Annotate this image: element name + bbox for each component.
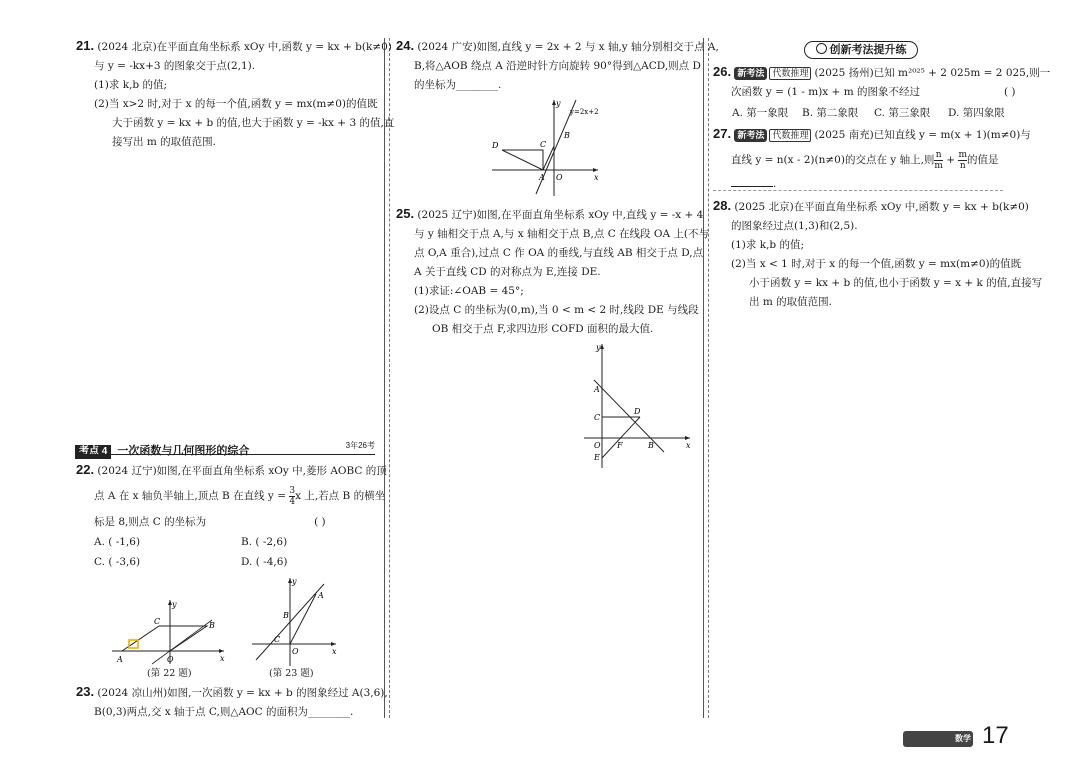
algebra-reasoning-tag: 代数推理	[769, 67, 811, 80]
question-number: 28.	[713, 198, 732, 213]
q26-choice-a: A. 第一象限	[732, 107, 789, 119]
algebra-reasoning-tag: 代数推理	[769, 129, 811, 142]
svg-text:F: F	[617, 441, 623, 450]
svg-text:x: x	[594, 173, 599, 182]
svg-text:O: O	[167, 655, 174, 664]
svg-text:x: x	[686, 441, 691, 450]
new-method-tag: 新考法	[734, 67, 767, 80]
svg-text:D: D	[492, 141, 499, 150]
question-number: 25.	[396, 206, 415, 221]
question-25: 25. (2025 辽宁)如图,在平面直角坐标系 xOy 中,直线 y = -x + 4 与 y 轴相交于点 A,与 x 轴相交于点 B,点 C 在线段 OA 上(不与 点 O,A 重合),过点 C 作 OA 的垂线,与直线 AB 相交于点 D,点 A 关于直线 CD 的对称点为 E,连接 DE. (1)求证:∠OAB = 45°; (2)设点 C 的坐标为(0,m),当 0 < m < 2 时,线段 DE 与线段 OB 相交于点 F,求四边形 COFD 面积的最大值.	[396, 206, 710, 335]
question-23: 23. (2024 凉山州)如图,一次函数 y = kx + b 的图象经过 A(3,6), B(0,3)两点,交 x 轴于点 C,则△AOC 的面积为________.	[76, 684, 388, 718]
svg-text:C: C	[154, 617, 161, 626]
publisher-logo: 数学	[903, 731, 973, 747]
svg-text:O: O	[594, 441, 601, 450]
figure-22-rhombus	[112, 598, 227, 666]
figure-23-caption: (第 23 题)	[269, 668, 314, 679]
fraction-three-quarters: $\frac{3}{4}$	[289, 485, 296, 507]
section-header-kaodian-4	[75, 439, 375, 457]
q22-choice-c: C. ( -3,6)	[94, 556, 141, 568]
q26-choice-d: D. 第四象限	[948, 107, 1005, 119]
question-28: 28. (2025 北京)在平面直角坐标系 xOy 中,函数 y = kx + b(k≠0) 的图象经过点(1,3)和(2,5). (1)求 k,b 的值; (2)当 x < 1 时,对于 x 的每一个值,函数 y = mx(m≠0)的值既 小于函数 y = kx + b 的值,也小于函数 y = x + k 的值,直接写 出 m 的取值范围.	[713, 198, 1043, 308]
figure-22-caption: (第 22 题)	[147, 668, 192, 679]
svg-text:D: D	[634, 407, 641, 416]
kaodian-badge: 考点 4	[75, 445, 111, 459]
q26-choice-b: B. 第二象限	[802, 107, 859, 119]
figure-23-line	[248, 576, 338, 668]
svg-text:y: y	[172, 600, 177, 609]
svg-text:O: O	[556, 173, 563, 182]
svg-text:C: C	[540, 140, 547, 149]
svg-text:A: A	[117, 655, 123, 664]
q22-choice-a: A. ( -1,6)	[94, 536, 141, 548]
section-header-innovation: 创新考法提升练	[804, 41, 918, 59]
svg-text:x: x	[332, 647, 337, 656]
new-method-tag: 新考法	[734, 129, 767, 142]
question-24: 24. (2024 广安)如图,直线 y = 2x + 2 与 x 轴,y 轴分别相交于点 A, B,将△AOB 绕点 A 沿逆时针方向旋转 90°得到△ACD,则点 D 的坐标为________.	[396, 38, 719, 91]
question-21: 21. (2024 北京)在平面直角坐标系 xOy 中,函数 y = kx + b(k≠0) 与 y = -kx+3 的图象交于点(2,1). (1)求 k,b 的值; (2)当 x>2 时,对于 x 的每一个值,函数 y = mx(m≠0)的值既 大于函数 y = kx + b 的值,也大于函数 y = -kx + 3 的值,直 接写出 m 的取值范围.	[76, 38, 395, 148]
question-27: 27. 新考法 代数推理 (2025 南充)已知直线 y = m(x + 1)(m≠0)与 直线 y = n(x - 2)(n≠0)的交点在 y 轴上,则 $\frac{n}{m}$ + $\frac{m}{n}$ 的值是 .	[713, 126, 1031, 190]
svg-text:A: A	[318, 591, 324, 600]
lightbulb-icon	[816, 43, 827, 54]
svg-text:x: x	[220, 654, 225, 663]
svg-text:A: A	[594, 385, 600, 394]
fraction-n-over-m: $\frac{n}{m}$	[934, 149, 943, 171]
right-column-separator	[713, 190, 1003, 191]
exam-frequency: 3年26考	[345, 441, 375, 450]
question-number: 24.	[396, 38, 415, 53]
figure-24-rotation	[488, 96, 608, 198]
svg-text:B: B	[564, 131, 570, 140]
section-title: 一次函数与几何图形的综合	[117, 445, 250, 457]
svg-text:A: A	[539, 173, 545, 182]
q22-choice-d: D. ( -4,6)	[241, 556, 288, 568]
answer-blank	[731, 176, 773, 187]
svg-text:y: y	[596, 343, 601, 352]
svg-text:B: B	[648, 441, 654, 450]
q22-choice-b: B. ( -2,6)	[241, 536, 288, 548]
column-divider-right-dashed	[708, 38, 709, 718]
svg-text:y: y	[556, 99, 561, 108]
column-divider-right	[703, 38, 704, 718]
svg-text:C: C	[594, 413, 601, 422]
question-number: 27.	[713, 126, 732, 141]
svg-text:B: B	[283, 611, 289, 620]
svg-text:y: y	[292, 577, 297, 586]
line-equation-label: y=2x+2	[570, 108, 599, 116]
svg-text:O: O	[292, 647, 299, 656]
page-number: 17	[982, 722, 1009, 749]
question-26: 26. 新考法 代数推理 (2025 扬州)已知 m²⁰²⁵ + 2 025m = 2 025,则一 次函数 y = (1 - m)x + m 的图象不经过 ( )	[713, 64, 1051, 98]
question-number: 23.	[76, 684, 95, 699]
question-number: 26.	[713, 64, 732, 79]
question-22: 22. (2024 辽宁)如图,在平面直角坐标系 xOy 中,菱形 AOBC 的顶 点 A 在 x 轴负半轴上,顶点 B 在直线 y = $\frac{3}{4}$ x 上,若点 B 的横坐 标是 8,则点 C 的坐标为 ( )	[76, 462, 387, 528]
fraction-m-over-n: $\frac{m}{n}$	[958, 149, 967, 171]
svg-text:E: E	[594, 453, 600, 462]
q26-choice-c: C. 第三象限	[874, 107, 931, 119]
svg-text:C: C	[274, 635, 281, 644]
question-number: 21.	[76, 38, 95, 53]
svg-text:B: B	[209, 621, 215, 630]
figure-25-reflection	[584, 340, 694, 470]
question-number: 22.	[76, 462, 95, 477]
